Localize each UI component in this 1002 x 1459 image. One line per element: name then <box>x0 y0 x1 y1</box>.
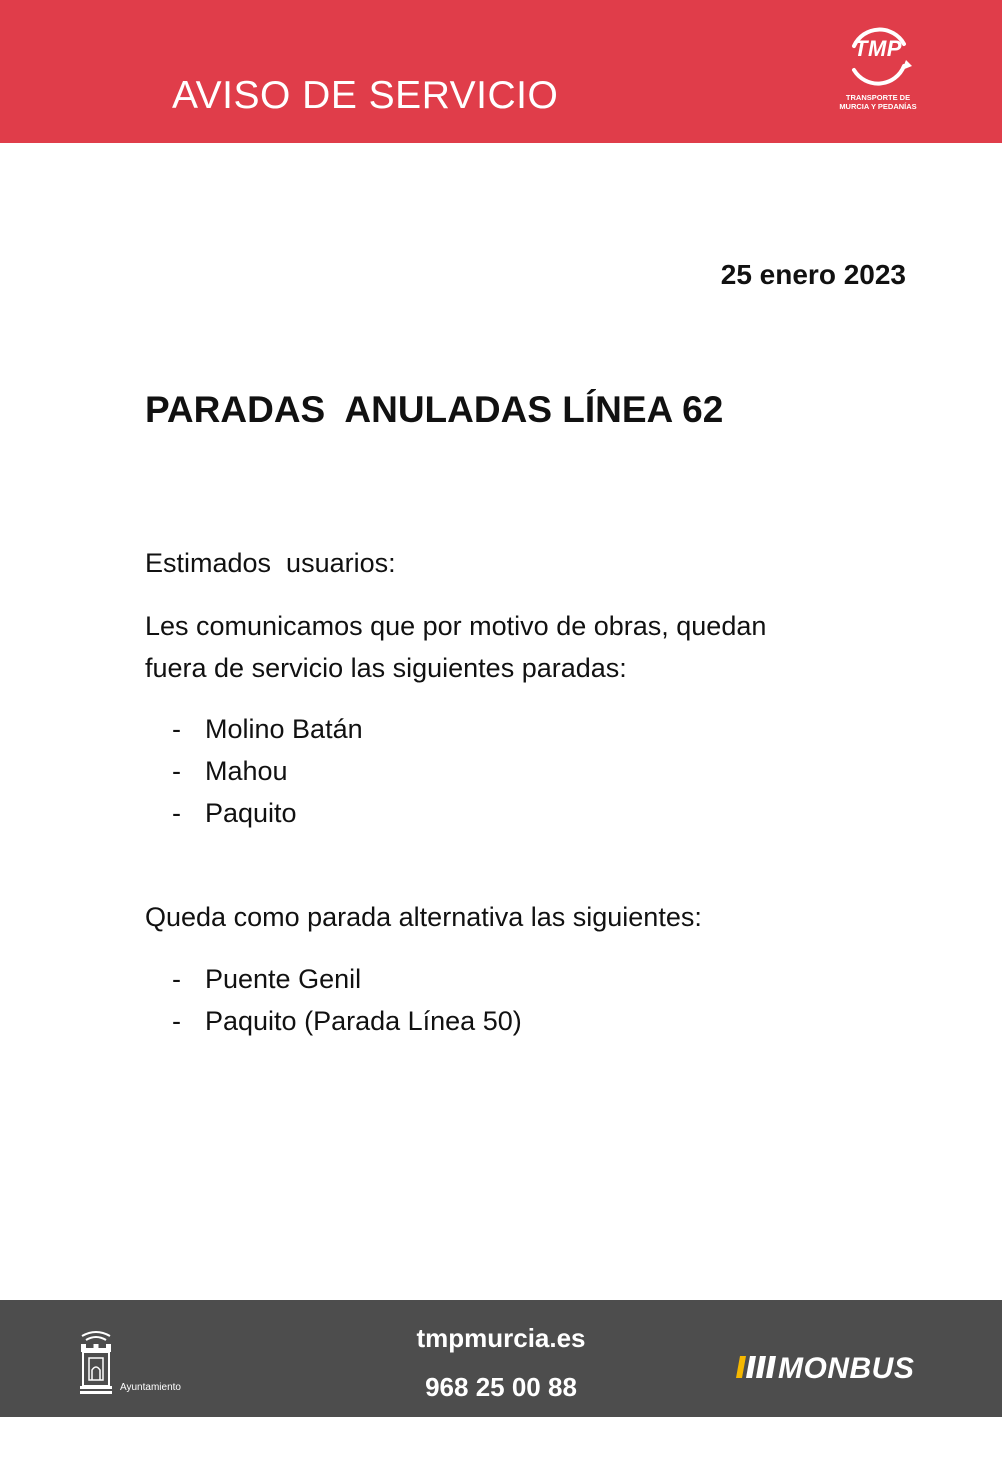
list-dash: - <box>172 714 181 744</box>
tmp-logo-subtitle-line1: TRANSPORTE DE <box>845 93 911 102</box>
intro-line-1: Les comunicamos que por motivo de obras, quedan <box>145 611 767 641</box>
phone-number: 968 25 00 88 <box>425 1372 577 1402</box>
list-dash: - <box>172 964 181 994</box>
tmp-logo-subtitle-line2: MURCIA Y PEDANÍAS <box>839 102 917 111</box>
tmp-logo <box>832 22 924 114</box>
tmp-logo-subtitle <box>828 93 928 111</box>
alternative-intro: Queda como parada alternativa las siguientes: <box>145 902 702 932</box>
stop-name: Molino Batán <box>205 714 363 744</box>
monbus-wordmark: MONBUS <box>778 1352 915 1385</box>
intro-line-2: fuera de servicio las siguientes paradas: <box>145 653 627 683</box>
ayuntamiento-line2: de Murcia <box>120 1421 164 1432</box>
list-dash: - <box>172 1006 181 1036</box>
footer-bar <box>0 1300 1002 1432</box>
website-link[interactable]: tmpmurcia.es <box>416 1323 586 1353</box>
header-banner <box>0 0 1002 143</box>
ayuntamiento-line1: Ayuntamiento <box>120 1382 181 1393</box>
monbus-logo <box>736 1350 926 1386</box>
greeting: Estimados usuarios: <box>145 548 396 578</box>
stop-name: Puente Genil <box>205 964 362 994</box>
notice-date: 25 enero 2023 <box>720 259 906 290</box>
stop-name: Paquito (Parada Línea 50) <box>205 1006 522 1036</box>
stop-name: Paquito <box>205 798 297 828</box>
list-dash: - <box>172 798 181 828</box>
list-dash: - <box>172 756 181 786</box>
tmp-logo-word: TMP <box>854 36 902 61</box>
ayuntamiento-text <box>120 1355 181 1459</box>
monbus-stripes-icon <box>736 1350 776 1386</box>
notice-title: PARADAS ANULADAS LÍNEA 62 <box>145 389 724 430</box>
header-title: AVISO DE SERVICIO <box>172 74 559 117</box>
stop-name: Mahou <box>205 756 288 786</box>
